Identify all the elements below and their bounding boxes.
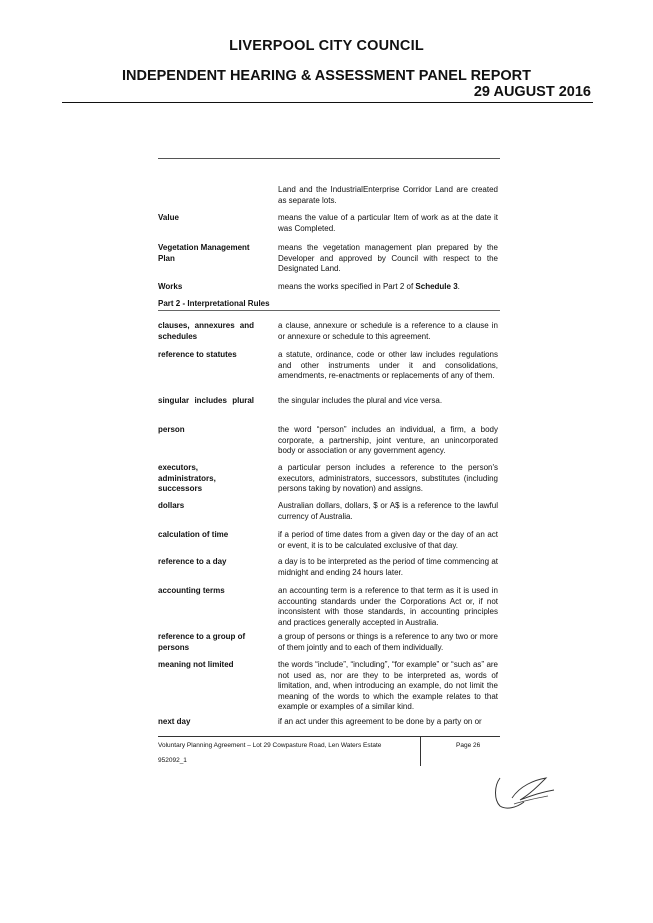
schedule-reference: Schedule 3: [415, 282, 458, 291]
rule-desc: a particular person includes a reference to the person's executors, administrators, successors, substitutes (including persons taking by novation) and assigns.: [278, 463, 498, 493]
report-title: INDEPENDENT HEARING & ASSESSMENT PANEL REPORT: [121, 68, 531, 84]
continued-text: Land and the IndustrialEnterprise Corridor Land are created as separate lots.: [278, 185, 498, 205]
definition-term: Value: [158, 213, 179, 222]
definition-term: Works: [158, 282, 183, 291]
rule-desc: a group of persons or things is a reference to any two or more of them jointly and to each of them individually.: [278, 632, 498, 652]
rule-term: reference to a day: [158, 557, 227, 566]
rule-term: reference to a group of persons: [158, 632, 246, 652]
rule-term: calculation of time: [158, 530, 229, 539]
rule-desc: an accounting term is a reference to that term as it is used in accounting standards under the Corporations Act or, if not inconsistent with those standards, in accounting principles and practices generally accepted in Australia.: [278, 586, 498, 627]
report-date: 29 AUGUST 2016: [473, 84, 591, 100]
document-reference: 952092_1: [158, 757, 187, 764]
page-number: Page 26: [456, 742, 481, 749]
content-top-rule: [158, 158, 500, 159]
rule-desc: Australian dollars, dollars, $ or A$ is a reference to the lawful currency of Australia.: [278, 501, 498, 521]
rule-term: accounting terms: [158, 586, 225, 595]
footer-title: Voluntary Planning Agreement – Lot 29 Cowpasture Road, Len Waters Estate: [158, 742, 382, 749]
rule-desc: the word “person” includes an individual, a firm, a body corporate, a partnership, joint venture, an unincorporated body or association or any government agency.: [278, 425, 498, 455]
rule-term: person: [158, 425, 185, 434]
footer-divider: [420, 736, 421, 766]
footer-rule: [158, 736, 500, 737]
header-rule: [62, 102, 593, 103]
rule-term: next day: [158, 717, 191, 726]
definition-desc: [278, 282, 498, 293]
rule-term: clauses, annexures and schedules: [158, 321, 254, 341]
council-name: LIVERPOOL CITY COUNCIL: [229, 38, 424, 54]
rule-desc: the words “include”, “including”, “for example” or “such as” are not used as, nor are they to be interpreted as, words of limitation, and, when introducing an example, do not limit the meaning of the words to which the example relates to that example or examples of a similar kind.: [278, 660, 498, 711]
definition-term: Vegetation Management Plan: [158, 243, 250, 263]
part-2-heading: Part 2 - Interpretational Rules: [158, 299, 270, 308]
rule-desc: if a period of time dates from a given day or the day of an act or event, it is to be calculated exclusive of that day.: [278, 530, 498, 550]
rule-desc: a day is to be interpreted as the period of time commencing at midnight and ending 24 hours later.: [278, 557, 498, 577]
rule-desc: a clause, annexure or schedule is a reference to a clause in or annexure or schedule to this agreement.: [278, 321, 498, 341]
definition-desc: means the vegetation management plan prepared by the Developer and approved by Council with respect to the Designated Land.: [278, 243, 498, 273]
desc-text: means the works specified in Part 2 of: [278, 282, 416, 291]
rule-term: meaning not limited: [158, 660, 234, 669]
rule-desc: if an act under this agreement to be done by a party on or: [278, 717, 482, 726]
definition-desc: means the value of a particular Item of work as at the date it was Completed.: [278, 213, 498, 233]
rule-desc: the singular includes the plural and vice versa.: [278, 396, 443, 405]
rule-term: singular includes plural: [158, 396, 254, 405]
rule-term: executors, administrators, successors: [158, 463, 216, 493]
part-heading-rule: [158, 310, 500, 311]
rule-term: reference to statutes: [158, 350, 237, 359]
rule-desc: a statute, ordinance, code or other law includes regulations and other instruments under it and consolidations, amendments, re-enactments or replacements of any of them.: [278, 350, 498, 380]
handwritten-initials: [490, 772, 560, 812]
desc-text: .: [457, 282, 460, 291]
rule-term: dollars: [158, 501, 185, 510]
